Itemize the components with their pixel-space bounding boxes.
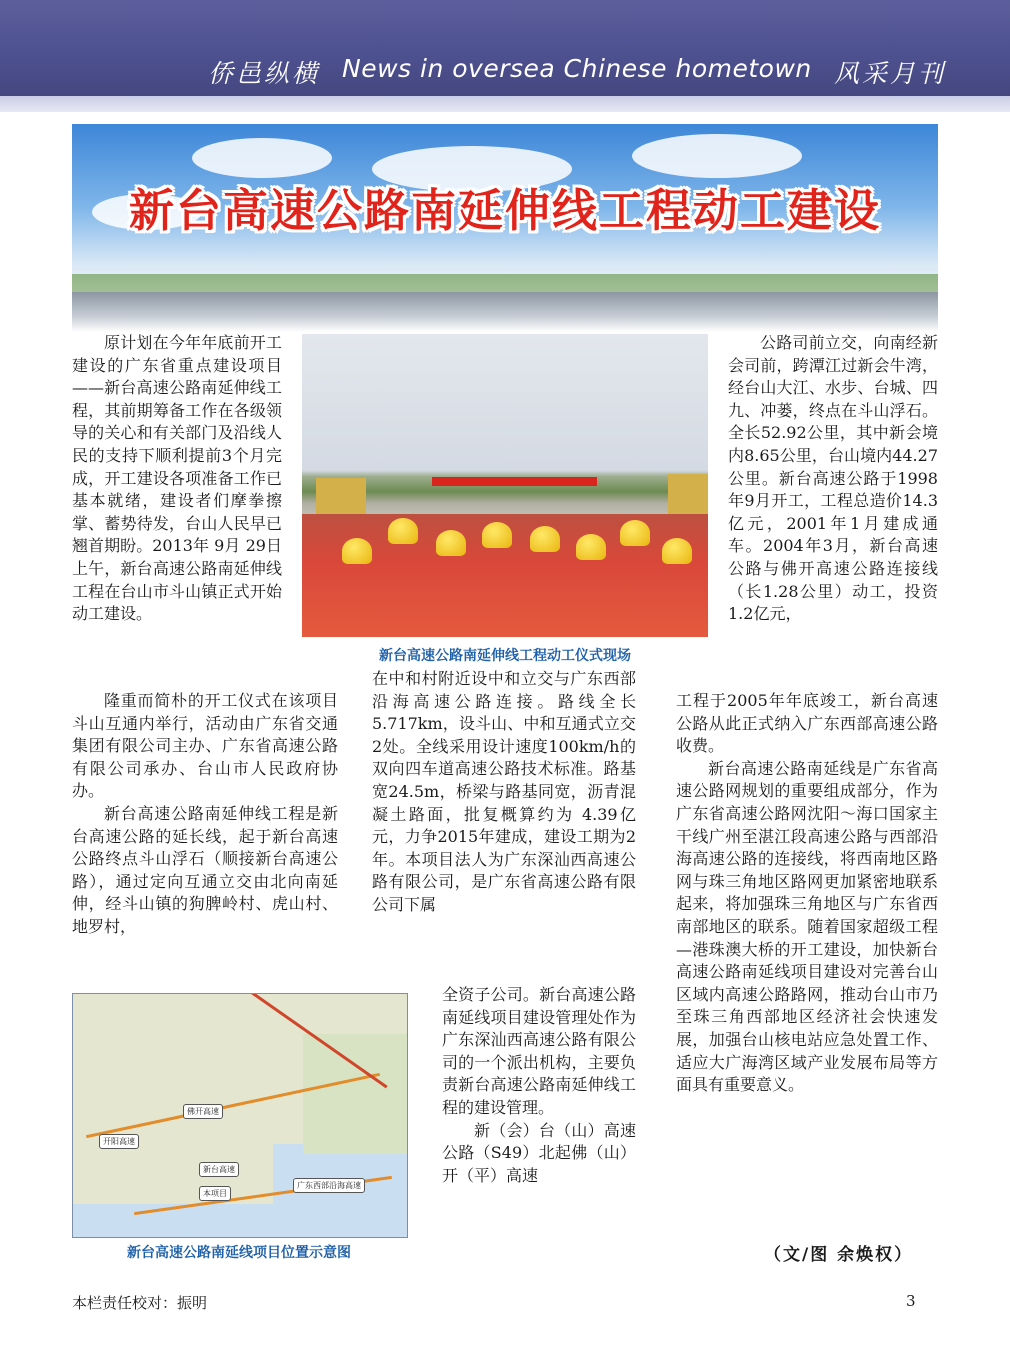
helmet — [436, 530, 466, 556]
photo-caption: 新台高速公路南延伸线工程动工仪式现场 — [379, 648, 631, 664]
cloud — [192, 138, 332, 178]
highway-road — [72, 292, 938, 332]
article-column-2b — [442, 984, 636, 1187]
helmet — [530, 526, 560, 552]
helmet — [482, 522, 512, 548]
paragraph: 新（会）台（山）高速公路（S49）北起佛（山）开（平）高速 — [442, 1120, 636, 1185]
map-label: 广东西部沿海高速 — [293, 1178, 365, 1193]
article-column-1a — [72, 332, 282, 626]
article-column-3a — [728, 332, 938, 626]
map-land — [303, 1034, 407, 1154]
map-caption: 新台高速公路南延线项目位置示意图 — [127, 1245, 351, 1261]
map-label: 开阳高速 — [99, 1134, 139, 1149]
paragraph: 在中和村附近设中和立交与广东西部沿海高速公路连接。路线全长5.717km，设斗山、中和互通式立交2处。全线采用设计速度100km/h的双向四车道高速公路技术标准。路基宽24.5m，桥梁与路基同宽，沥青混凝土路面，批复概算约为 4.39亿元，力争2015年建成，建设工期为2年。本项目法人为广东深汕西高速公路有限公司，是广东省高速公路有限公司下属 — [372, 669, 636, 914]
paragraph: 公路司前立交，向南经新会司前，跨潭江过新会牛湾，经台山大江、水步、台城、四九、冲蒌，终点在斗山浮石。全长52.92公里，其中新会境内8.65公里，台山境内44.27公里。新台高速公路于1998年9月开工，工程总造价14.3亿元，2001年1月建成通车。2004年3月，新台高速公路与佛开高速公路连接线（长1.28公里）动工，投资1.2亿元， — [728, 333, 938, 624]
cloud — [632, 134, 802, 178]
paragraph: 工程于2005年年底竣工，新台高速公路从此正式纳入广东西部高速公路收费。 — [676, 691, 938, 756]
section-subtitle: News in oversea Chinese hometown — [342, 54, 812, 83]
helmet — [662, 538, 692, 564]
title-banner — [72, 124, 938, 332]
helmet — [342, 538, 372, 564]
helmet — [620, 520, 650, 546]
map-label: 佛开高速 — [183, 1104, 223, 1119]
masthead-band — [0, 0, 1010, 96]
page-number: 3 — [906, 1292, 916, 1310]
paragraph: 原计划在今年年底前开工建设的广东省重点建设项目——新台高速公路南延伸线工程，其前期筹备工作在各级领导的关心和有关部门及沿线人民的支持下顺利提前3个月完成，开工建设各项准备工作已基本就绪，建设者们摩拳擦掌、蓄势待发，台山人民早已翘首期盼。2013年 9月 29日 上午，新台高速公路南延伸线工程在台山市斗山镇正式开始动工建设。 — [72, 333, 282, 624]
truck — [316, 478, 366, 518]
proofreader-credit: 本栏责任校对：振明 — [72, 1294, 208, 1312]
ceremony-banner — [432, 477, 597, 486]
helmet — [388, 518, 418, 544]
paragraph: 全资子公司。新台高速公路南延线项目建设管理处作为广东深汕西高速公路有限公司的一个派出机构，主要负责新台高速公路南延伸线工程的建设管理。 — [442, 985, 636, 1117]
ceremony-photo — [302, 334, 708, 637]
helmet — [576, 534, 606, 560]
paragraph: 新台高速公路南延线是广东省高速公路网规划的重要组成部分，作为广东省高速公路网沈阳～海口国家主干线广州至湛江段高速公路与西部沿海高速公路的连接线，将西南地区路网与珠三角地区路网更加紧密地联系起来，将加强珠三角地区与广东省西南部地区的联系。随着国家超级工程—港珠澳大桥的开工建设，加快新台高速公路南延线项目建设对完善台山区域内高速公路路网，推动台山市乃至珠三角西部地区经济社会快速发展，加强台山核电站应急处置工作、适应大广海湾区域产业发展布局等方面具有重要意义。 — [676, 758, 938, 1095]
map-land — [73, 1144, 273, 1204]
magazine-name: 风采月刊 — [834, 59, 947, 88]
paragraph: 新台高速公路南延伸线工程是新台高速公路的延长线，起于新台高速公路终点斗山浮石（顺接新台高速公路），通过定向互通立交由北向南延伸，经斗山镇的狗脾岭村、虎山村、地罗村， — [72, 803, 338, 936]
article-column-3b — [676, 690, 938, 1097]
paragraph: 隆重而简朴的开工仪式在该项目斗山互通内举行，活动由广东省交通集团有限公司主办、广东省高速公路有限公司承办、台山市人民政府协办。 — [72, 691, 338, 801]
section-name: 侨邑纵横 — [208, 59, 321, 88]
byline: （文/图 余焕权） — [764, 1245, 914, 1265]
map-label: 本项目 — [199, 1186, 231, 1201]
location-map — [72, 993, 408, 1238]
masthead-strip — [0, 96, 1010, 112]
article-column-1b — [72, 690, 338, 939]
map-label: 新台高速 — [199, 1162, 239, 1177]
article-title: 新台高速公路南延伸线工程动工建设 — [128, 184, 881, 237]
article-column-2a — [372, 668, 636, 917]
